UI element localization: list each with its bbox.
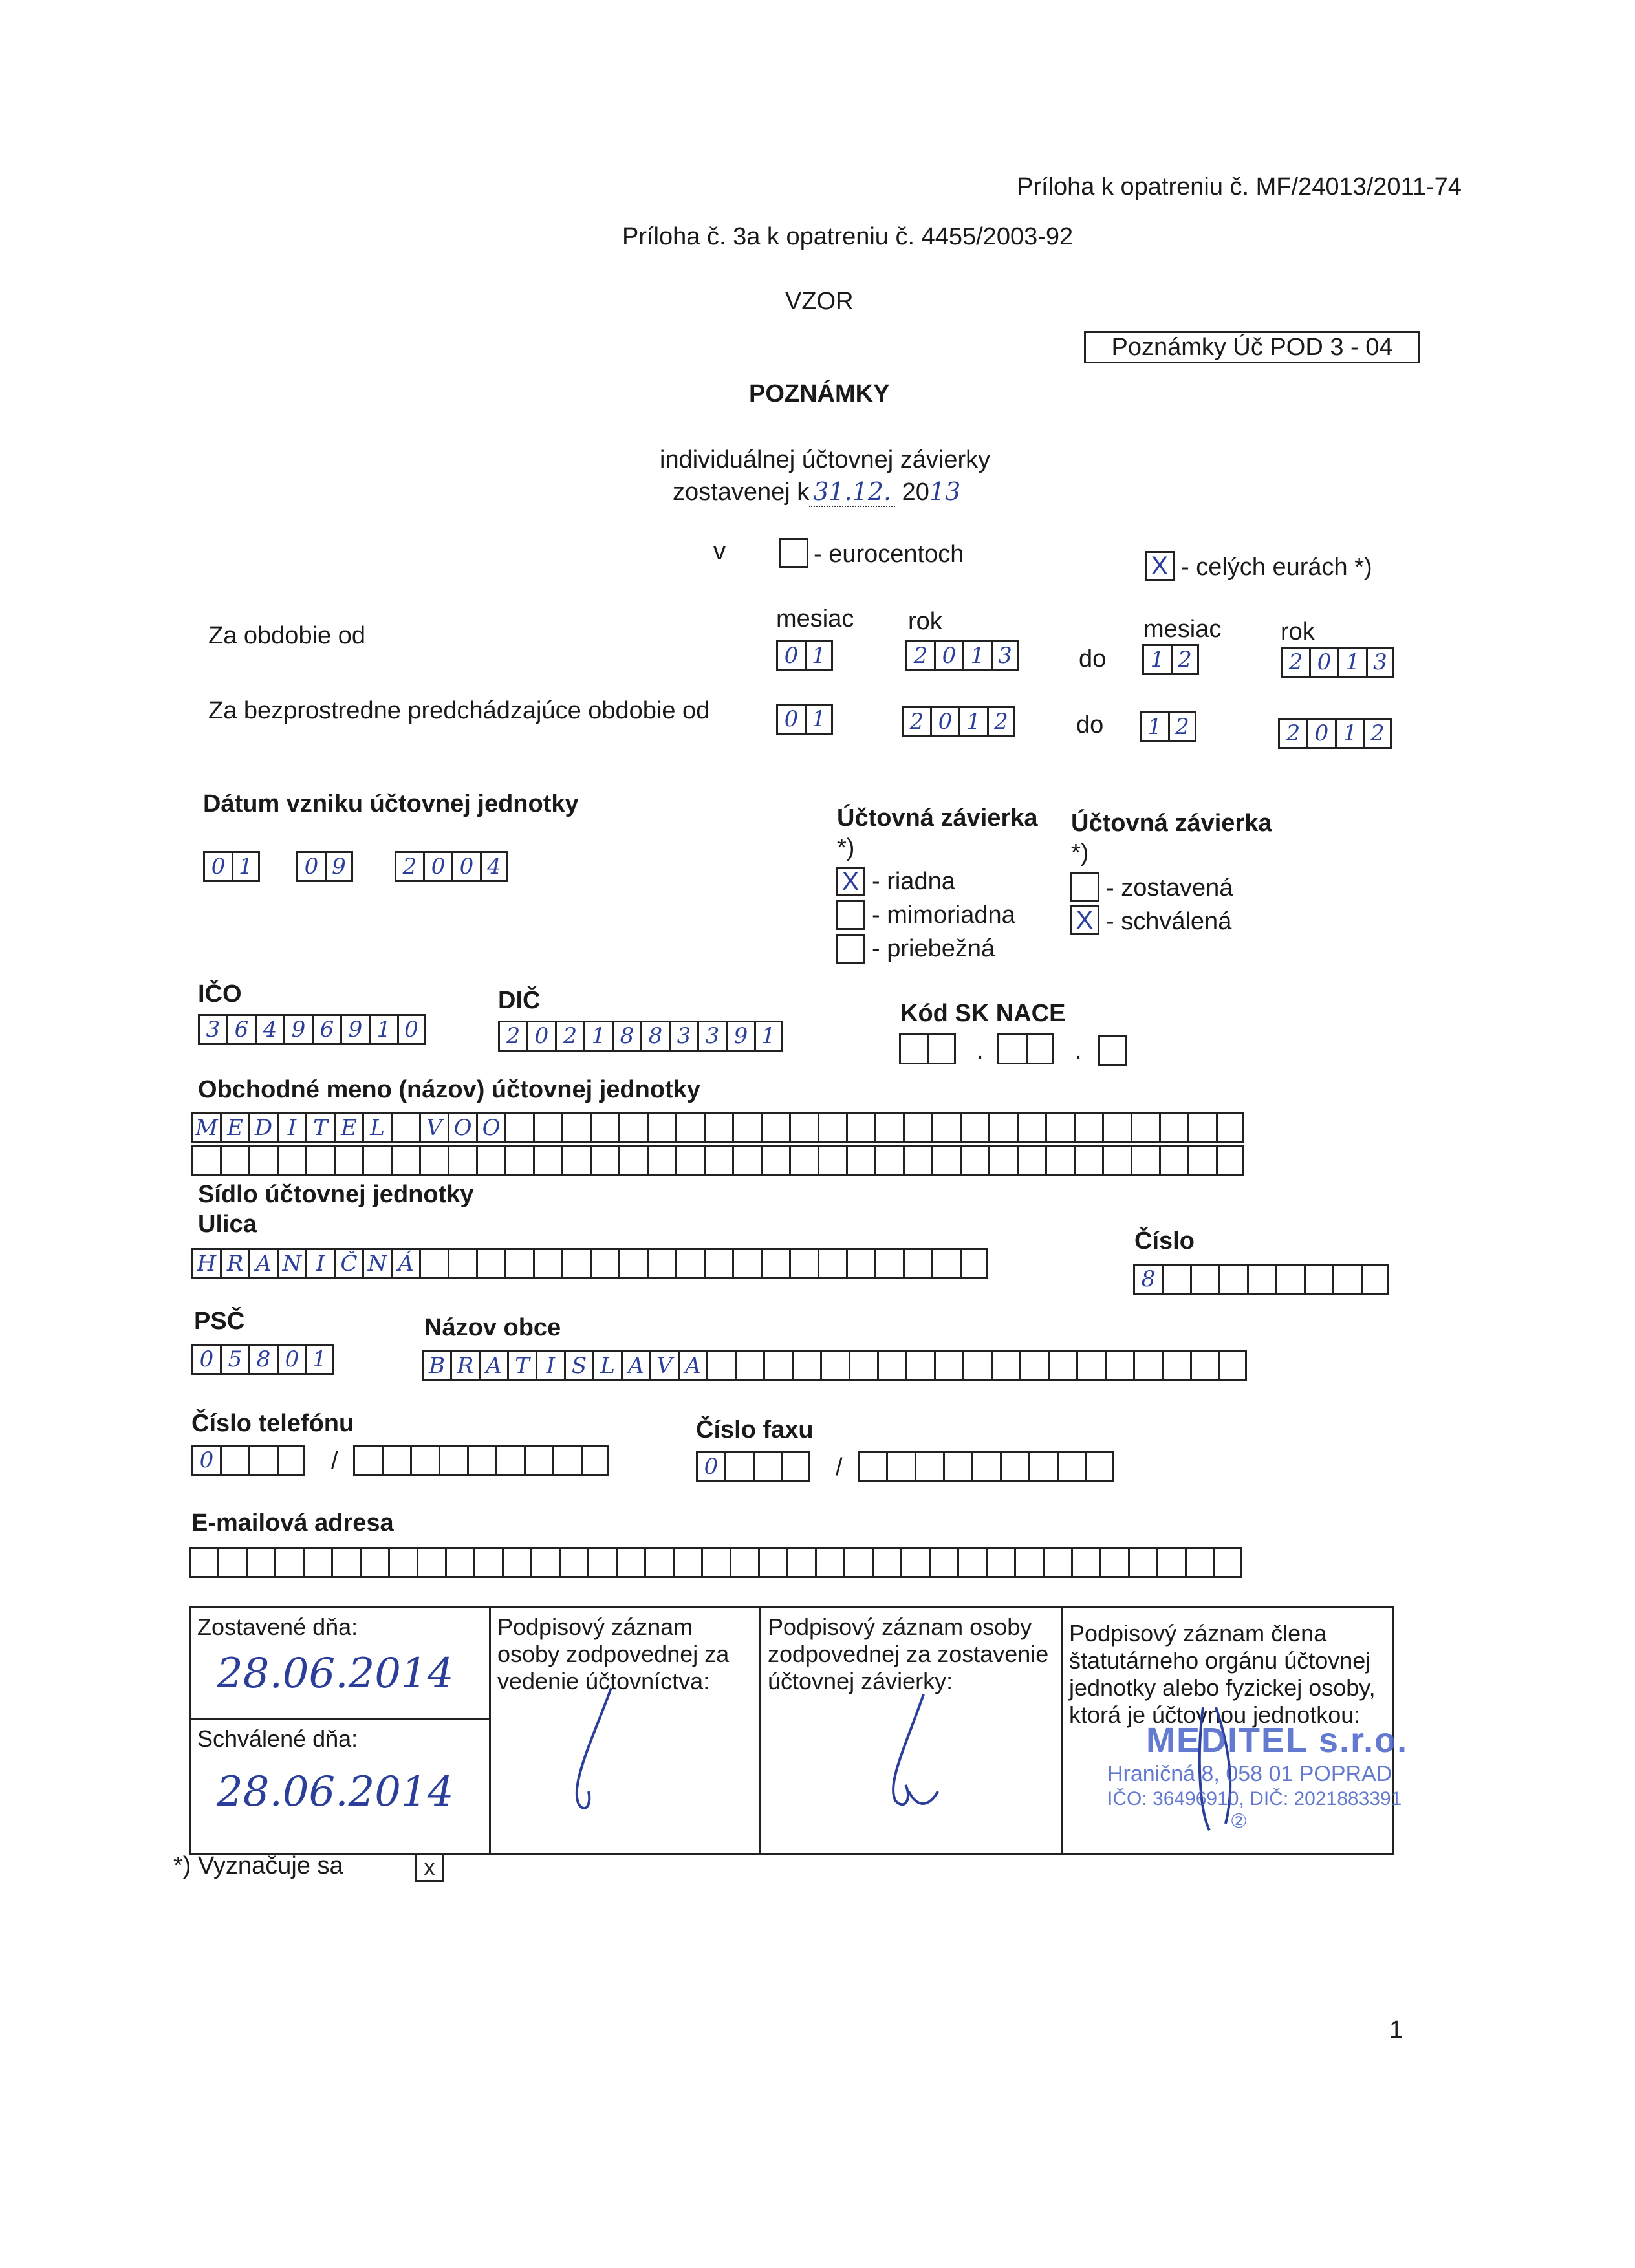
dic-label: DIČ: [498, 987, 541, 1014]
char-cell[interactable]: N: [277, 1248, 305, 1279]
month-label-from: mesiac: [776, 605, 854, 632]
accounting-signature-label: Podpisový záznam osoby zodpovednej za vedenie účtovníctva:: [497, 1614, 730, 1694]
digit-cell[interactable]: 1: [1337, 647, 1366, 678]
do-label-current: do: [1079, 645, 1107, 673]
digit-cell[interactable]: 0: [930, 706, 958, 737]
char-cell[interactable]: 8: [248, 1344, 277, 1375]
char-cell[interactable]: 0: [191, 1445, 220, 1476]
digit-cell[interactable]: 3: [669, 1021, 697, 1052]
digit-cell[interactable]: 8: [640, 1021, 669, 1052]
digit-cell[interactable]: 9: [283, 1014, 312, 1045]
char-cell[interactable]: H: [191, 1248, 220, 1279]
char-cell[interactable]: V: [649, 1350, 678, 1381]
char-cell[interactable]: E: [220, 1112, 248, 1143]
digit-cell[interactable]: 1: [583, 1021, 612, 1052]
char-cell[interactable]: A: [678, 1350, 706, 1381]
year-prefix: 20: [902, 479, 929, 506]
char-cell[interactable]: 5: [220, 1344, 248, 1375]
digit-cell[interactable]: 1: [958, 706, 987, 737]
annex-reference: Príloha č. 3a k opatreniu č. 4455/2003-92: [622, 223, 1074, 250]
char-cell[interactable]: V: [419, 1112, 448, 1143]
char-cell[interactable]: E: [334, 1112, 362, 1143]
stamp-ids: IČO: 36496910, DIČ: 2021883391: [1107, 1788, 1402, 1809]
char-cell[interactable]: 1: [305, 1344, 334, 1375]
char-cell[interactable]: I: [536, 1350, 564, 1381]
digit-cell[interactable]: 1: [1142, 644, 1171, 675]
month-label-to: mesiac: [1143, 616, 1222, 643]
statement-interim-label: - priebežná: [872, 935, 995, 962]
euros-label: - celých eurách *): [1181, 554, 1372, 581]
statement-regular-checkbox[interactable]: X: [836, 867, 865, 896]
char-cell[interactable]: R: [450, 1350, 479, 1381]
char-cell[interactable]: 0: [696, 1451, 724, 1482]
char-cell[interactable]: B: [422, 1350, 450, 1381]
char-cell[interactable]: N: [362, 1248, 391, 1279]
nace-separator: .: [1075, 1037, 1082, 1064]
city-label: Názov obce: [424, 1314, 561, 1341]
statement-prepared-label: - zostavená: [1106, 874, 1233, 902]
char-cell[interactable]: 0: [277, 1344, 305, 1375]
fax-slash: /: [836, 1454, 843, 1481]
char-cell[interactable]: Á: [391, 1248, 419, 1279]
digit-cell[interactable]: 1: [805, 640, 833, 671]
email-label: E-mailová adresa: [191, 1509, 394, 1537]
digit-cell[interactable]: 0: [1306, 718, 1335, 749]
stamp-name: MEDITEL s.r.o.: [1146, 1721, 1409, 1760]
digit-cell[interactable]: 4: [480, 851, 508, 882]
char-cell[interactable]: O: [476, 1112, 504, 1143]
digit-cell[interactable]: 2: [1171, 644, 1199, 675]
digit-cell[interactable]: 1: [232, 851, 260, 882]
char-cell[interactable]: A: [479, 1350, 507, 1381]
char-cell[interactable]: R: [220, 1248, 248, 1279]
subtitle-line-1: individuálnej účtovnej závierky: [660, 446, 991, 473]
subtitle-prefix: zostavenej k: [673, 479, 810, 506]
statement-approved-label: - schválená: [1106, 908, 1232, 935]
char-cell[interactable]: I: [277, 1112, 305, 1143]
stamp-number: ②: [1230, 1811, 1248, 1832]
currency-v-label: v: [713, 538, 726, 565]
seat-label: Sídlo účtovnej jednotky: [198, 1181, 474, 1208]
digit-cell[interactable]: 0: [776, 704, 805, 735]
approved-date: 28.06.2014: [217, 1768, 454, 1816]
char-cell[interactable]: 0: [191, 1344, 220, 1375]
business-name-label: Obchodné meno (názov) účtovnej jednotky: [198, 1076, 700, 1103]
digit-cell[interactable]: 8: [612, 1021, 640, 1052]
current-period-label: Za obdobie od: [208, 622, 365, 649]
statement-extraordinary-label: - mimoriadna: [872, 902, 1015, 929]
char-cell[interactable]: O: [448, 1112, 476, 1143]
char-cell[interactable]: A: [621, 1350, 649, 1381]
eurocents-label: - eurocentoch: [814, 541, 964, 568]
digit-cell[interactable]: 0: [451, 851, 480, 882]
digit-cell[interactable]: 0: [423, 851, 451, 882]
statement-type-star-1: *): [837, 834, 855, 861]
approved-label: Schválené dňa:: [197, 1725, 358, 1752]
phone-slash: /: [331, 1447, 338, 1474]
digit-cell[interactable]: 6: [226, 1014, 255, 1045]
digit-cell[interactable]: 2: [987, 706, 1015, 737]
digit-cell[interactable]: 1: [1140, 711, 1168, 742]
char-cell[interactable]: L: [362, 1112, 391, 1143]
previous-period-label: Za bezprostredne predchádzajúce obdobie od: [208, 697, 710, 724]
nace-label: Kód SK NACE: [900, 1000, 1066, 1027]
statement-signature-label: Podpisový záznam osoby zodpovednej za zostavenie účtovnej závierky:: [768, 1614, 1049, 1694]
char-cell[interactable]: L: [592, 1350, 621, 1381]
digit-cell[interactable]: 1: [962, 640, 991, 671]
statement-type-star-2: *): [1071, 839, 1089, 867]
prepared-label: Zostavené dňa:: [197, 1614, 358, 1640]
stamp-address: Hraničná 8, 058 01 POPRAD: [1107, 1762, 1392, 1786]
digit-cell[interactable]: 1: [754, 1021, 783, 1052]
digit-cell[interactable]: 2: [1363, 718, 1392, 749]
do-label-previous: do: [1076, 711, 1104, 739]
established-label: Dátum vzniku účtovnej jednotky: [203, 790, 579, 817]
digit-cell[interactable]: 0: [526, 1021, 555, 1052]
digit-cell[interactable]: 1: [805, 704, 833, 735]
char-cell[interactable]: S: [564, 1350, 592, 1381]
char-cell[interactable]: Č: [334, 1248, 362, 1279]
char-cell[interactable]: A: [248, 1248, 277, 1279]
digit-cell[interactable]: 2: [905, 640, 934, 671]
digit-cell[interactable]: 0: [296, 851, 325, 882]
char-cell[interactable]: T: [507, 1350, 536, 1381]
digit-cell[interactable]: 2: [498, 1021, 526, 1052]
vzor-label: VZOR: [785, 288, 854, 315]
phone-label: Číslo telefónu: [191, 1410, 354, 1437]
digit-cell[interactable]: 9: [726, 1021, 754, 1052]
year-label-to: rok: [1281, 618, 1315, 645]
statement-type-title-2: Účtovná závierka: [1071, 810, 1272, 837]
page-number: 1: [1389, 2016, 1403, 2044]
psc-label: PSČ: [194, 1308, 245, 1335]
closing-date: 31.12.: [809, 477, 895, 507]
euros-checkbox[interactable]: X: [1145, 551, 1175, 581]
char-cell[interactable]: M: [191, 1112, 220, 1143]
digit-cell[interactable]: 2: [902, 706, 930, 737]
footnote: *) Vyznačuje sa: [173, 1852, 343, 1879]
fax-label: Číslo faxu: [696, 1416, 814, 1443]
digit-cell[interactable]: 6: [312, 1014, 340, 1045]
nace-separator: .: [977, 1037, 984, 1064]
statutory-signature-label: Podpisový záznam člena štatutárneho orgánu účtovnej jednotky alebo fyzickej osoby, ktorá je účtovnou jednotkou:: [1069, 1620, 1376, 1728]
digit-cell[interactable]: 0: [1309, 647, 1337, 678]
statement-signature: [893, 1694, 938, 1804]
char-cell[interactable]: D: [248, 1112, 277, 1143]
digit-cell[interactable]: 3: [991, 640, 1019, 671]
form-code-box: Poznámky Úč POD 3 - 04: [1084, 331, 1420, 363]
digit-cell[interactable]: 0: [934, 640, 962, 671]
digit-cell[interactable]: 9: [340, 1014, 369, 1045]
char-cell[interactable]: I: [305, 1248, 334, 1279]
statement-approved-checkbox[interactable]: X: [1070, 905, 1099, 935]
digit-cell[interactable]: 4: [255, 1014, 283, 1045]
digit-cell[interactable]: 3: [198, 1014, 226, 1045]
page-title: POZNÁMKY: [749, 380, 890, 407]
digit-cell[interactable]: 1: [1335, 718, 1363, 749]
footnote-mark: x: [415, 1853, 444, 1882]
digit-cell[interactable]: 2: [1168, 711, 1196, 742]
digit-cell[interactable]: 3: [1366, 647, 1394, 678]
ico-label: IČO: [198, 980, 242, 1008]
accounting-signature: [577, 1688, 611, 1808]
statement-regular-label: - riadna: [872, 868, 955, 895]
digit-cell[interactable]: 2: [555, 1021, 583, 1052]
digit-cell[interactable]: 0: [397, 1014, 426, 1045]
street-label: Ulica: [198, 1211, 257, 1238]
digit-cell[interactable]: 2: [1278, 718, 1306, 749]
closing-year: 13: [929, 477, 961, 506]
statement-type-title-1: Účtovná závierka: [837, 805, 1038, 832]
digit-cell[interactable]: 2: [1281, 647, 1309, 678]
year-label-from: rok: [908, 608, 942, 635]
char-cell[interactable]: 8: [1133, 1264, 1162, 1295]
annex-reference-top: Príloha k opatreniu č. MF/24013/2011-74: [1017, 173, 1462, 200]
company-stamp: [1107, 1720, 1408, 1833]
char-cell[interactable]: T: [305, 1112, 334, 1143]
number-label: Číslo: [1134, 1227, 1195, 1255]
digit-cell[interactable]: 1: [369, 1014, 397, 1045]
digit-cell[interactable]: 3: [697, 1021, 726, 1052]
digit-cell[interactable]: 0: [203, 851, 232, 882]
digit-cell[interactable]: 0: [776, 640, 805, 671]
prepared-date: 28.06.2014: [217, 1650, 454, 1698]
digit-cell[interactable]: 9: [325, 851, 353, 882]
digit-cell[interactable]: 2: [395, 851, 423, 882]
